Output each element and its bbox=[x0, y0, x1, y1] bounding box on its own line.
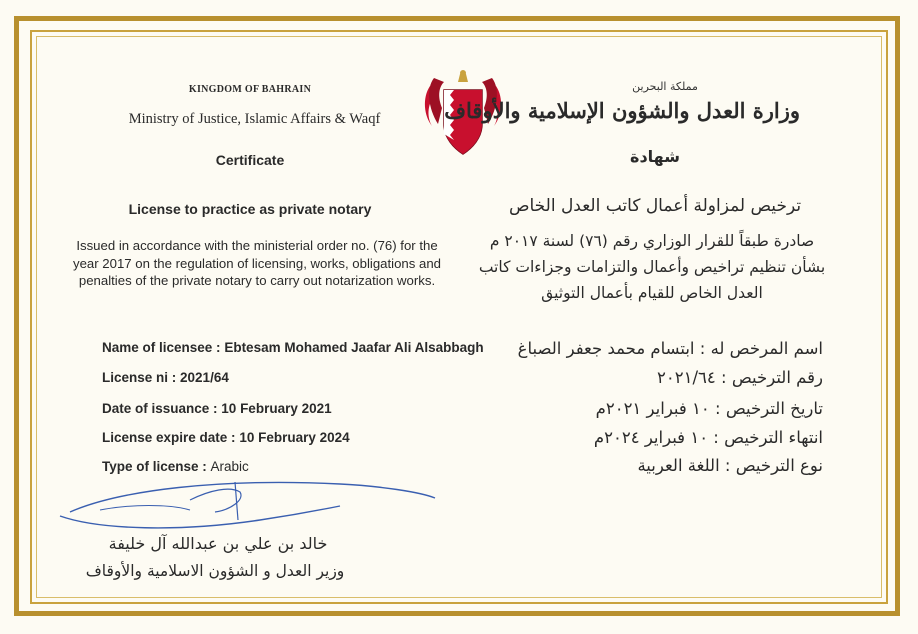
license-number-label: License ni : bbox=[102, 370, 181, 385]
arabic-ministry-name: وزارة العدل والشؤون الإسلامية والأوقاف bbox=[444, 98, 800, 123]
kingdom-label: KINGDOM OF BAHRAIN bbox=[188, 84, 312, 95]
issuance-date-value: 10 February 2021 bbox=[221, 401, 332, 416]
expiry-date-row bbox=[102, 430, 350, 445]
arabic-license-title: ترخيص لمزاولة أعمال كاتب العدل الخاص bbox=[508, 196, 802, 216]
licensee-name-value: Ebtesam Mohamed Jaafar Ali Alsabbagh bbox=[224, 340, 484, 355]
licensee-name-label: Name of licensee : bbox=[102, 340, 225, 355]
arabic-expiry-date: انتهاء الترخيص : ١٠ فبراير ٢٠٢٤م bbox=[593, 428, 823, 447]
license-type-label: Type of license : bbox=[102, 459, 211, 474]
expiry-date-label: License expire date : bbox=[102, 430, 240, 445]
arabic-kingdom-label: مملكة البحرين bbox=[632, 80, 698, 93]
licensee-name-row bbox=[102, 340, 484, 355]
license-number-value: 2021/64 bbox=[180, 370, 229, 385]
license-number-row bbox=[102, 370, 229, 385]
arabic-issue-date: تاريخ الترخيص : ١٠ فبراير ٢٠٢١م bbox=[595, 399, 823, 418]
arabic-license-number: رقم الترخيص : ٢٠٢١/٦٤ bbox=[657, 368, 823, 387]
issued-statement: Issued in accordance with the ministerial order no. (76) for the year 2017 on the regulation of licensing, works, obligations and penalties of the private notary to carry out notarization works. bbox=[72, 238, 442, 288]
license-title: License to practice as private notary bbox=[128, 201, 372, 217]
arabic-licensee-name: اسم المرخص له : ابتسام محمد جعفر الصباغ bbox=[517, 339, 823, 358]
arabic-certificate-heading: شهادة bbox=[630, 147, 680, 166]
arabic-description: صادرة طبقاً للقرار الوزاري رقم (٧٦) لسنة ٢٠١٧ م بشأن تنظيم تراخيص وأعمال والتزامات وجزاءات كاتب العدل الخاص للقيام بأعمال التوثيق bbox=[478, 232, 826, 302]
arabic-license-type: نوع الترخيص : اللغة العربية bbox=[637, 456, 823, 475]
issuance-date-label: Date of issuance : bbox=[102, 401, 222, 416]
issuance-date-row bbox=[102, 401, 332, 416]
signatory-name: خالد بن علي بن عبدالله آل خليفة bbox=[108, 534, 328, 553]
signatory-title: وزير العدل و الشؤون الاسلامية والأوقاف bbox=[85, 562, 345, 580]
expiry-date-value: 10 February 2024 bbox=[239, 430, 350, 445]
ministry-name: Ministry of Justice, Islamic Affairs & Waqf bbox=[128, 111, 381, 127]
license-type-value: Arabic bbox=[210, 459, 249, 474]
certificate-heading: Certificate bbox=[215, 152, 285, 168]
